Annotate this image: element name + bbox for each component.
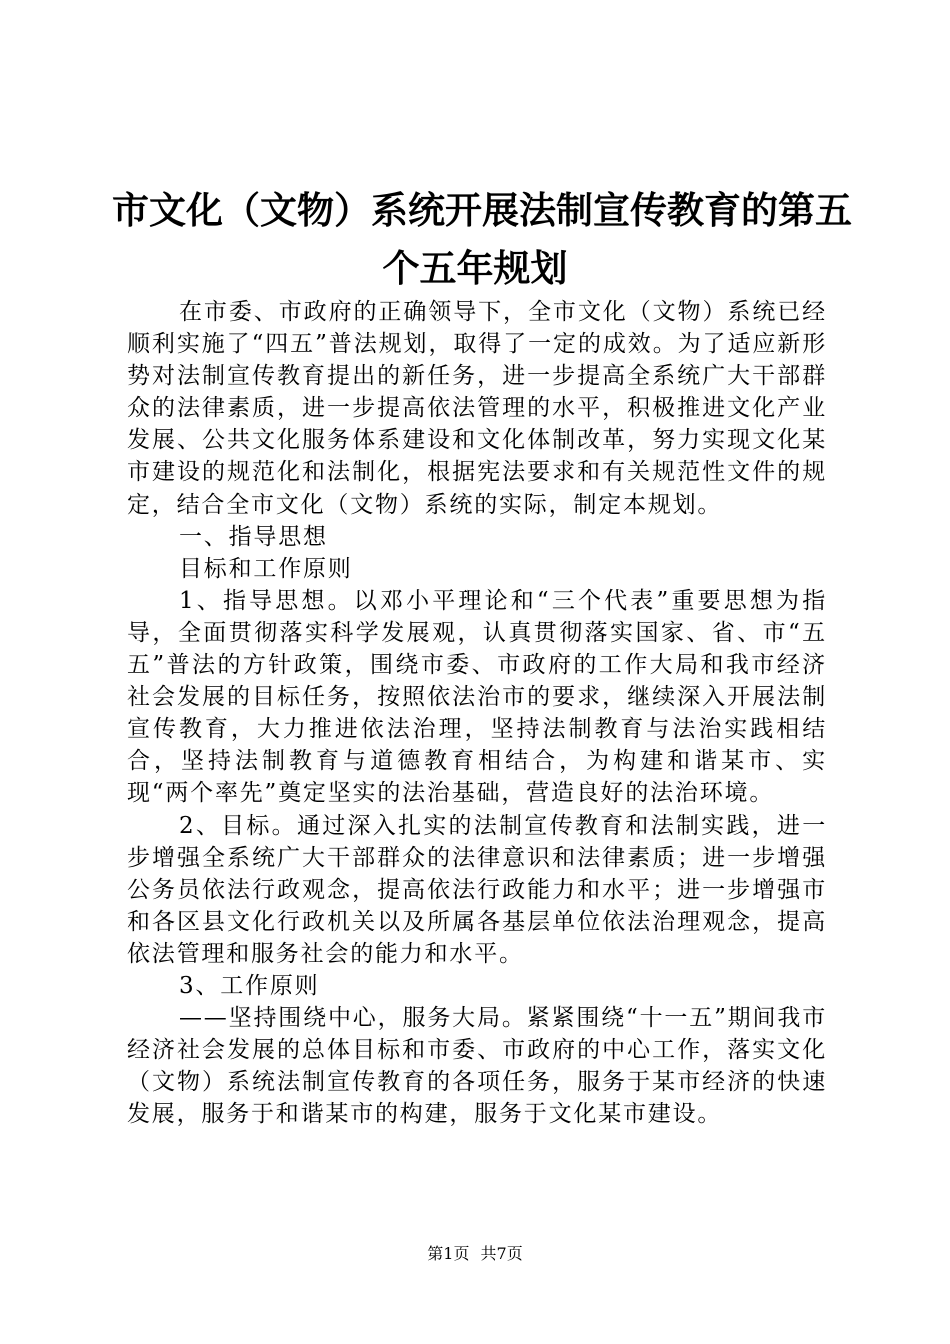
page-number: 第1页 [427,1244,470,1263]
page-footer [0,1244,950,1264]
paragraph-guiding-ideology: 1、指导思想。以邓小平理论和“三个代表”重要思想为指导，全面贯彻落实科学发展观，认真贯彻落实国家、省、市“五五”普法的方针政策，围绕市委、市政府的工作大局和我市经济社会发展的目标任务，按照依法治市的要求，继续深入开展法制宣传教育，大力推进依法治理，坚持法制教育与法治实践相结合，坚持法制教育与道德教育相结合，为构建和谐某市、实现“两个率先”奠定坚实的法治基础，营造良好的法治环境。 [127,587,827,807]
section-subheading-goals-principles: 目标和工作原则 [179,555,353,582]
intro-paragraph: 在市委、市政府的正确领导下，全市文化（文物）系统已经顺利实施了“四五”普法规划，取得了一定的成效。为了适应新形势对法制宣传教育提出的新任务，进一步提高全系统广大干部群众的法律素质，进一步提高依法管理的水平，积极推进文化产业发展、公共文化服务体系建设和文化体制改革，努力实现文化某市建设的规范化和法制化，根据宪法要求和有关规范性文件的规定，结合全市文化（文物）系统的实际，制定本规划。 [127,299,827,518]
section-heading-guiding-ideology: 一、指导思想 [179,523,328,550]
section-heading-work-principles: 3、工作原则 [179,972,320,999]
document-body [127,296,827,1130]
paragraph-principle-centre: ——坚持围绕中心，服务大局。紧紧围绕“十一五”期间我市经济社会发展的总体目标和市委、市政府的中心工作，落实文化（文物）系统法制宣传教育的各项任务，服务于某市经济的快速发展，服务于和谐某市的构建，服务于文化某市建设。 [127,1005,827,1128]
document-title-line-2: 个五年规划 [382,247,568,290]
page-total: 共7页 [480,1244,523,1263]
paragraph-goals: 2、目标。通过深入扎实的法制宣传教育和法制实践，进一步增强全系统广大干部群众的法律意识和法律素质；进一步增强公务员依法行政观念，提高依法行政能力和水平；进一步增强市和各区县文化行政机关以及所属各基层单位依法治理观念，提高依法管理和服务社会的能力和水平。 [127,812,827,967]
document-title-line-1: 市文化（文物）系统开展法制宣传教育的第五 [112,189,852,232]
